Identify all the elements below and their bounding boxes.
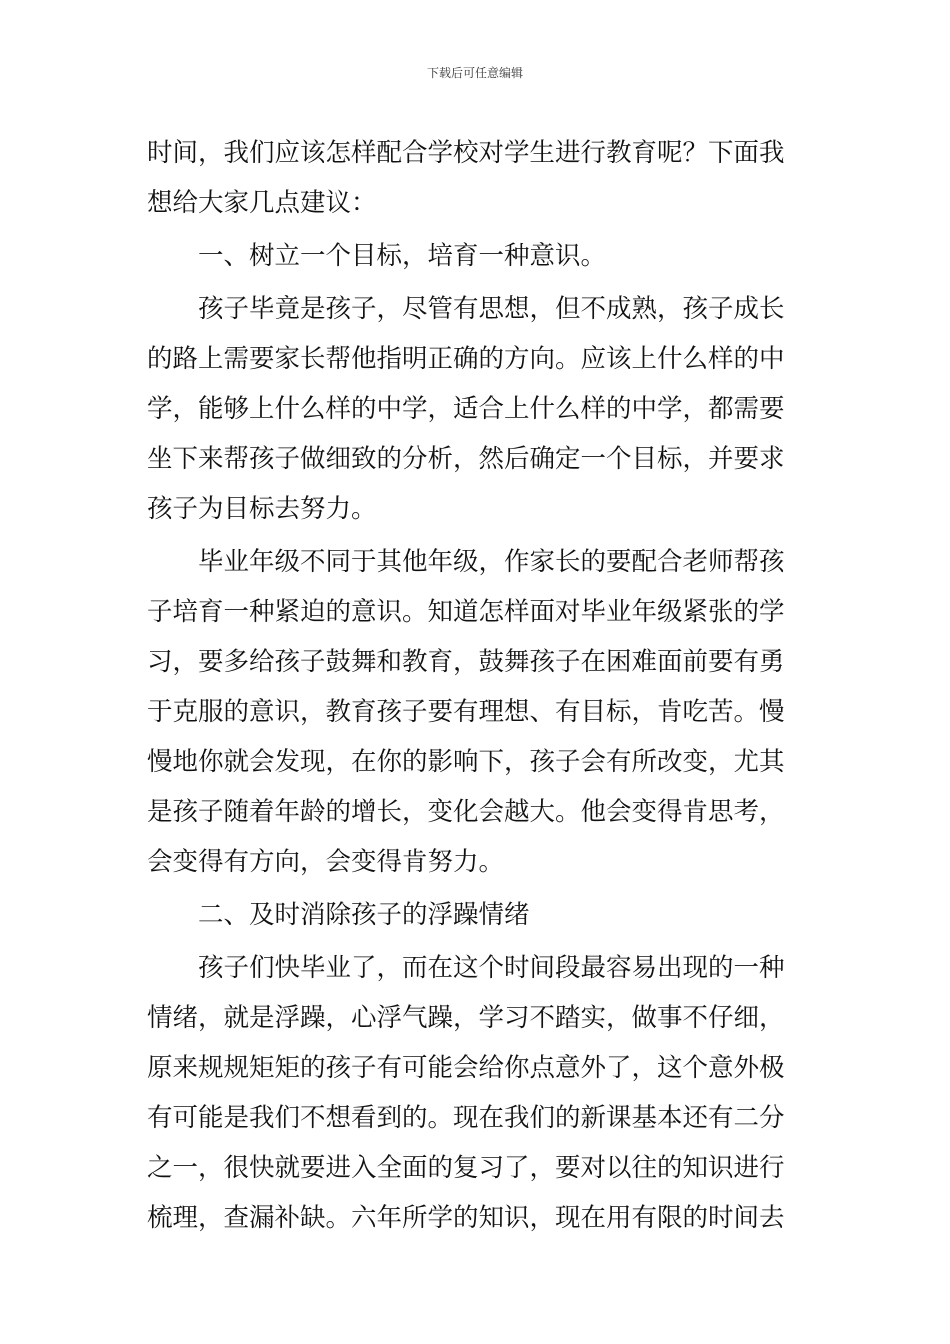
text-line: 时间，我们应该怎样配合学校对学生进行教育呢？下面我 <box>147 138 785 168</box>
text-line: 有可能是我们不想看到的。现在我们的新课基本还有二分 <box>147 1103 785 1133</box>
text-line: 于克服的意识，教育孩子要有理想、有目标，肯吃苦。慢 <box>147 697 785 727</box>
text-line: 孩子毕竟是孩子，尽管有思想，但不成熟，孩子成长 <box>198 294 785 324</box>
text-line: 毕业年级不同于其他年级，作家长的要配合老师帮孩 <box>198 547 785 577</box>
text-line: 慢地你就会发现，在你的影响下，孩子会有所改变，尤其 <box>147 747 785 777</box>
text-line: 想给大家几点建议： <box>147 188 377 218</box>
document-body <box>147 128 807 1243</box>
text-line: 孩子为目标去努力。 <box>147 494 377 524</box>
text-line: 原来规规矩矩的孩子有可能会给你点意外了，这个意外极 <box>147 1053 785 1083</box>
section-heading-1 <box>147 231 807 281</box>
paragraph-urgency <box>147 537 807 887</box>
page-header: 下载后可任意编辑 <box>426 66 523 80</box>
text-line: 子培育一种紧迫的意识。知道怎样面对毕业年级紧张的学 <box>147 597 785 627</box>
text-line: 情绪，就是浮躁，心浮气躁，学习不踏实，做事不仔细， <box>147 1003 785 1033</box>
section-heading-text: 一、树立一个目标，培育一种意识。 <box>198 241 607 271</box>
text-line: 之一，很快就要进入全面的复习了，要对以往的知识进行 <box>147 1153 785 1183</box>
text-line: 梳理，查漏补缺。六年所学的知识，现在用有限的时间去 <box>147 1203 785 1233</box>
text-line: 的路上需要家长帮他指明正确的方向。应该上什么样的中 <box>147 344 785 374</box>
text-line: 坐下来帮孩子做细致的分析，然后确定一个目标，并要求 <box>147 444 785 474</box>
paragraph-intro <box>147 128 807 228</box>
text-line: 习，要多给孩子鼓舞和教育，鼓舞孩子在困难面前要有勇 <box>147 647 785 677</box>
paragraph-restlessness <box>147 943 807 1243</box>
text-line: 会变得有方向，会变得肯努力。 <box>147 847 505 877</box>
paragraph-goal <box>147 284 807 534</box>
text-line: 是孩子随着年龄的增长，变化会越大。他会变得肯思考， <box>147 797 785 827</box>
text-line: 孩子们快毕业了，而在这个时间段最容易出现的一种 <box>198 953 785 983</box>
section-heading-2 <box>147 890 807 940</box>
section-heading-text: 二、及时消除孩子的浮躁情绪 <box>198 900 530 930</box>
text-line: 学，能够上什么样的中学，适合上什么样的中学，都需要 <box>147 394 785 424</box>
